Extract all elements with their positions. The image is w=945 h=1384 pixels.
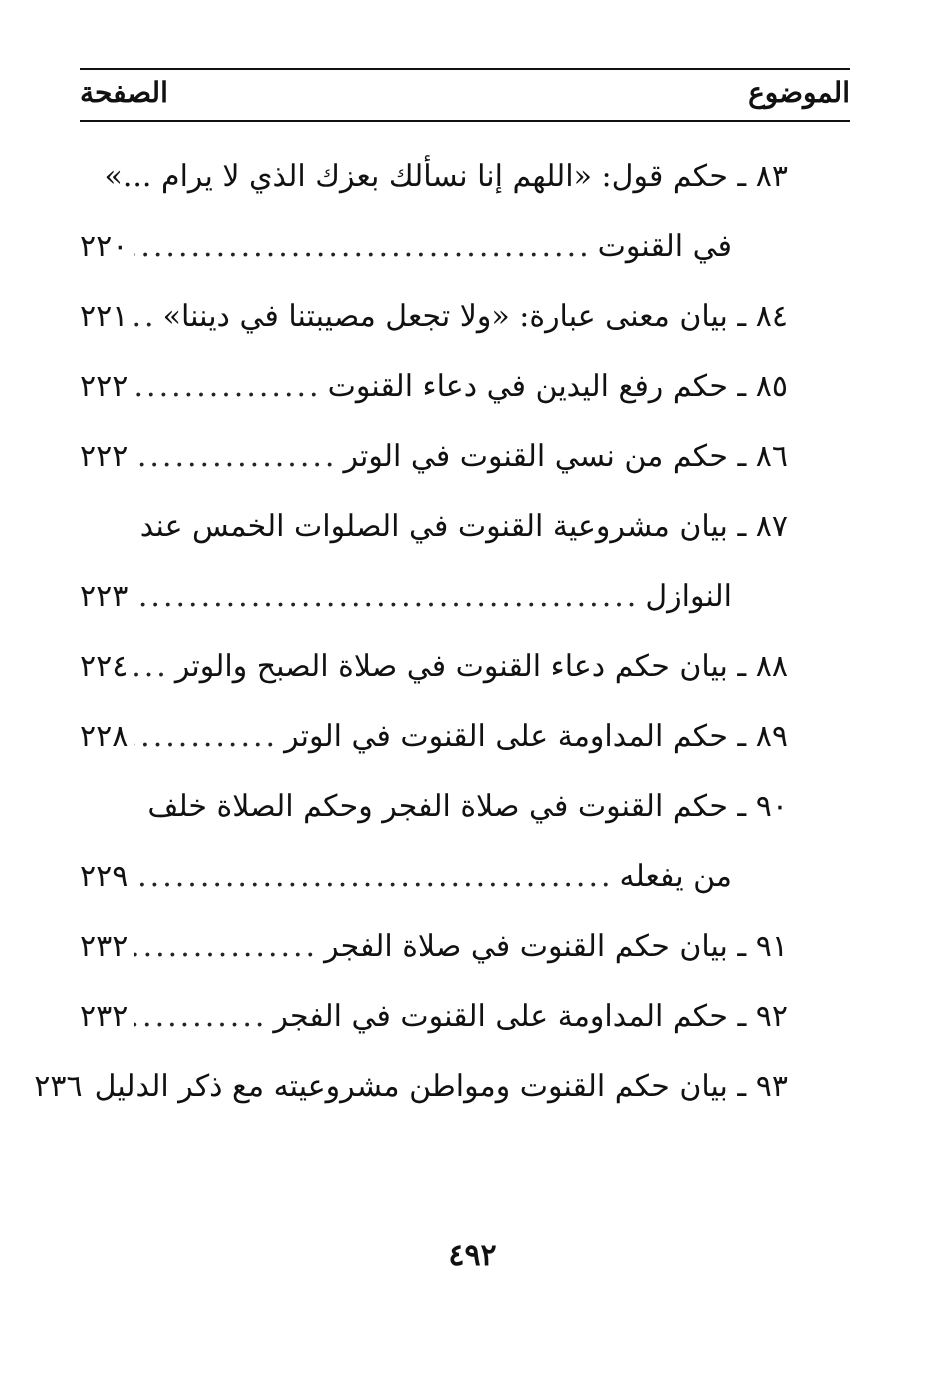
list-item [80,212,850,282]
table-header [80,68,850,122]
entry-title: ٨٧ ـ بيان مشروعية القنوت في الصلوات الخمس عند [139,509,788,544]
page-column-label: الصفحة [80,76,168,109]
page-number: ٤٩٢ [448,1238,497,1273]
dot-leader [134,422,337,492]
entry-page-number: ٢٢٤ [80,649,129,684]
entry-title: ٨٣ ـ حكم قول: «اللهم إنا نسألك بعزك الذي لا يرام ...» [104,159,788,194]
entry-title: في القنوت [597,229,732,264]
entry-page-number: ٢٢١ [80,299,129,334]
list-item [80,562,850,632]
list-item [80,282,850,352]
entry-page-number: ٢٢٢ [80,439,129,474]
topic-column-label: الموضوع [748,76,850,109]
list-item [80,492,850,562]
entry-page-number: ٢٢٣ [80,579,129,614]
entry-page-number: ٢٢٠ [80,229,129,264]
list-item [80,422,850,492]
entry-title: ٩٢ ـ حكم المداومة على القنوت في الفجر [273,999,788,1034]
list-item [80,632,850,702]
entry-page-number: ٢٣٢ [80,929,129,964]
contents-page [34,68,850,1122]
entry-page-number: ٢٣٦ [34,1069,83,1104]
entry-title: النوازل [645,579,732,614]
entry-title: من يفعله [619,859,732,894]
entry-title: ٨٥ ـ حكم رفع اليدين في دعاء القنوت [327,369,788,404]
entry-title: ٨٤ ـ بيان معنى عبارة: «ولا تجعل مصيبتنا في ديننا» [162,299,788,334]
list-item [34,1052,850,1122]
list-item [80,842,850,912]
dot-leader [134,352,321,422]
dot-leader [134,282,156,352]
dot-leader [134,702,278,772]
entry-title: ٩١ ـ بيان حكم القنوت في صلاة الفجر [324,929,788,964]
list-item [80,982,850,1052]
dot-leader [134,562,639,632]
dot-leader [134,212,591,282]
entry-page-number: ٢٢٩ [80,859,129,894]
entry-page-number: ٢٣٢ [80,999,129,1034]
entry-page-number: ٢٢٢ [80,369,129,404]
list-item [80,772,850,842]
list-item [80,912,850,982]
list-item [80,702,850,772]
entry-title: ٩٠ ـ حكم القنوت في صلاة الفجر وحكم الصلاة خلف [147,789,788,824]
list-item [80,352,850,422]
dot-leader [134,912,318,982]
dot-leader [134,982,267,1052]
entry-page-number: ٢٢٨ [80,719,129,754]
entry-title: ٨٦ ـ حكم من نسي القنوت في الوتر [343,439,788,474]
entry-title: ٨٩ ـ حكم المداومة على القنوت في الوتر [284,719,788,754]
contents-list [34,142,850,1122]
dot-leader [134,842,613,912]
dot-leader [134,632,168,702]
entry-title: ٩٣ ـ بيان حكم القنوت ومواطن مشروعيته مع ذكر الدليل [94,1069,788,1104]
entry-title: ٨٨ ـ بيان حكم دعاء القنوت في صلاة الصبح والوتر [174,649,788,684]
list-item [80,142,850,212]
